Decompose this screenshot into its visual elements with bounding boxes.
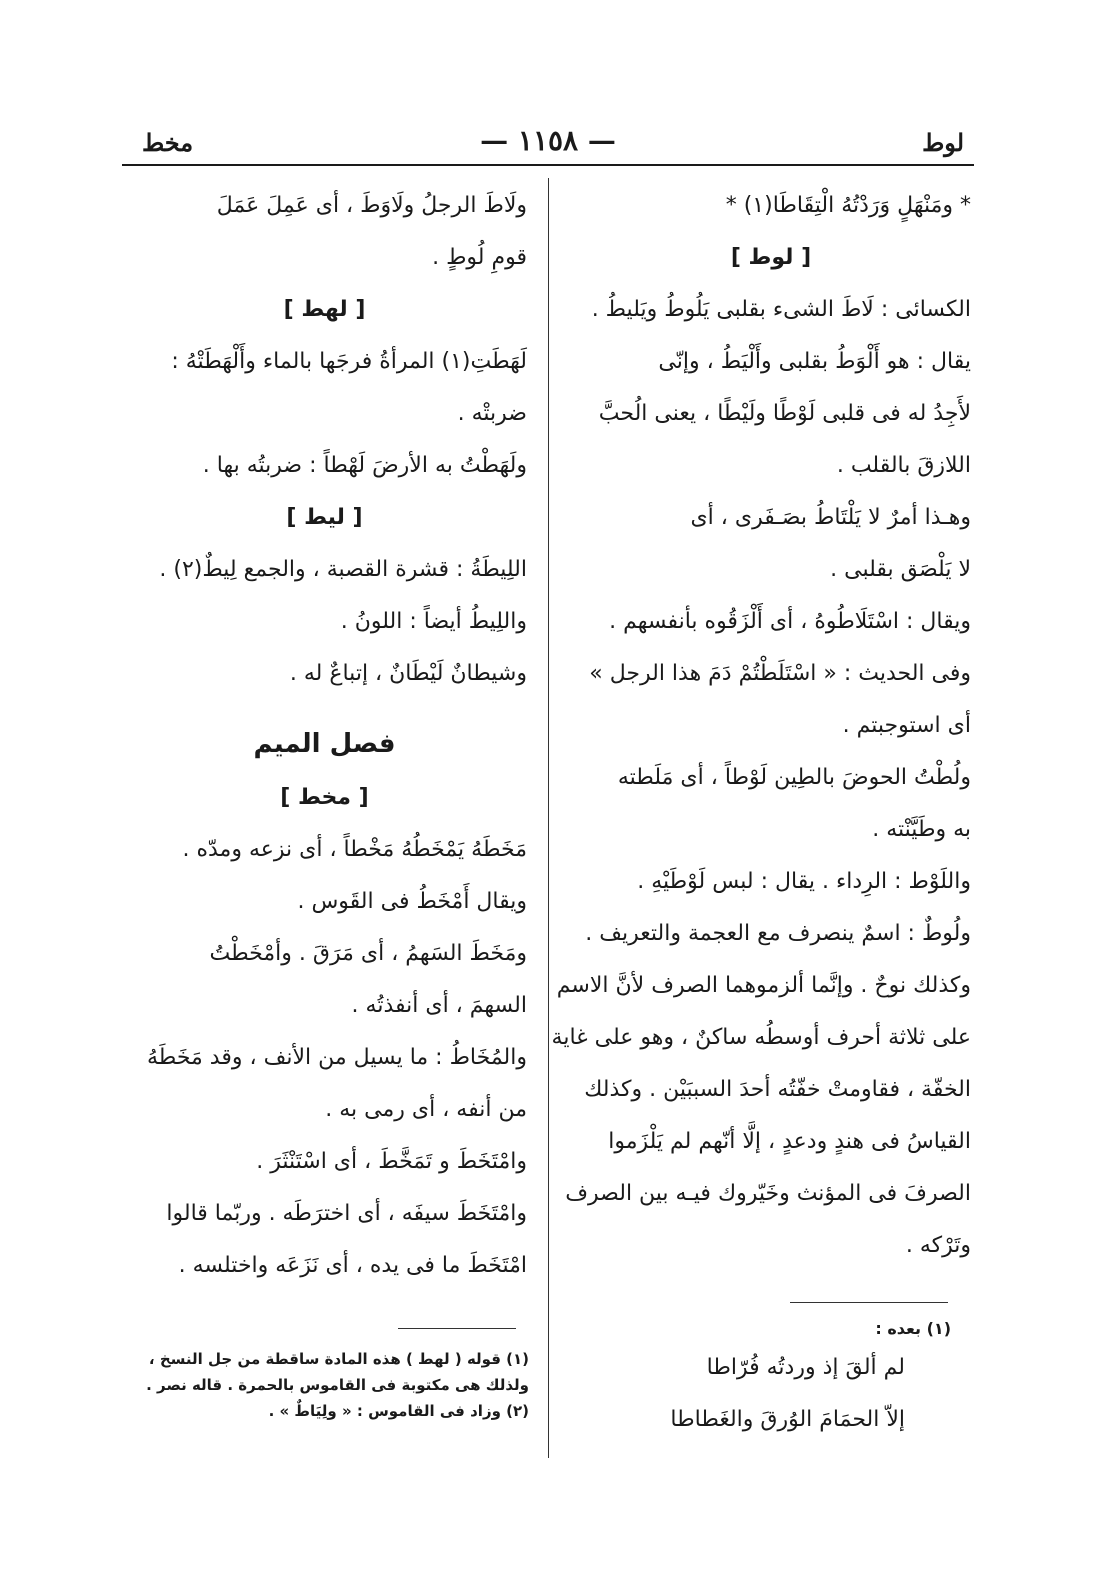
- text-line: الكسائى : لَاطَ الشىء بقلبى يَلُوطُ ويَليطُ .: [591, 297, 971, 322]
- text-line: اللِيطَةُ : قشرة القصبة ، والجمع لِيطٌ(٢) .: [159, 557, 527, 582]
- text-line: ضربتْه .: [457, 401, 527, 426]
- footnote-rule-left: [398, 1328, 516, 1329]
- entry-heading-lwt: [ لوط ]: [730, 245, 812, 270]
- text-line: واللَوْط : الرِداء . يقال : لبس لَوْطَيْهِ .: [637, 869, 971, 894]
- text-line: أى استوجبتم .: [842, 713, 971, 738]
- text-line: السهمَ ، أى أنفذتُه .: [351, 993, 527, 1018]
- left-column: [122, 180, 527, 1292]
- text-line: اللازقَ بالقلب .: [836, 453, 971, 478]
- running-head-right-word: لوط: [922, 128, 964, 157]
- text-line: ولُوطٌ : اسمٌ ينصرف مع العجمة والتعريف .: [585, 921, 971, 946]
- section-title: فصل الميم: [253, 729, 396, 759]
- footnote-line: (١) قوله ( لهط ) هذه المادة ساقطة من جل النسخ ،: [148, 1350, 529, 1368]
- text-line: ويقال أَمْخَطُ فى القَوس .: [297, 889, 527, 914]
- footnotes-left: [109, 1346, 529, 1424]
- entry-heading-lht: [ لهط ]: [283, 297, 366, 322]
- text-line: قومِ لُوطٍ .: [432, 245, 527, 270]
- text-line: والمُخَاطُ : ما يسيل من الأنف ، وقد مَخَطَهُ: [146, 1045, 527, 1070]
- text-line: ومَخَطَ السَهمُ ، أى مَرَقَ . وأمْخَطْتُ: [209, 941, 527, 966]
- page-number: — ١١٥٨ —: [480, 124, 616, 157]
- verse-line: إلاّ الحمَامَ الوُرقَ والغَطاطا: [670, 1407, 905, 1432]
- text-line: ولَاطَ الرجلُ ولَاوَطَ ، أى عَمِلَ عَمَلَ: [216, 193, 527, 218]
- text-line: وهـذا أمرٌ لا يَلْتَاطُ بصَـفَرى ، أى: [690, 505, 971, 530]
- verse-line: لم ألقَ إذ وردتُه فُرّاطا: [706, 1355, 905, 1380]
- text-line: يقال : هو أَلْوَطُ بقلبى وأَلْيَطُ ، وإنّى: [658, 349, 971, 374]
- text-line: على ثلاثة أحرف أوسطُه ساكنٌ ، وهو على غاية: [551, 1025, 971, 1050]
- text-line: لَهَطَتِ(١) المرأةُ فرجَها بالماء وأَلْهَطَتْهُ :: [171, 349, 527, 374]
- verse-line: * ومَنْهَلٍ وَرَدْتُهُ الْتِقَاطَا(١) *: [725, 193, 971, 218]
- text-line: ولُطْتُ الحوضَ بالطِين لَوْطاً ، أى مَلَطته: [617, 765, 971, 790]
- text-line: وفى الحديث : « اسْتَلَطْتُمْ دَمَ هذا الرجل »: [589, 661, 971, 686]
- text-line: وشيطانٌ لَيْطَانٌ ، إتباعٌ له .: [289, 661, 527, 686]
- column-divider: [548, 178, 549, 1458]
- running-head: [122, 122, 974, 162]
- text-line: الخفّة ، فقاومتْ خفّتُه أحدَ السببَيْن . وكذلك: [584, 1077, 971, 1102]
- entry-heading-mkht: [ مخط ]: [280, 785, 369, 810]
- text-line: لأَجِدُ له فى قلبى لَوْطًا ولَيْطًا ، يعنى الُحبَّ: [598, 401, 971, 426]
- footnote-rule-right: [790, 1302, 948, 1303]
- text-line: واللِيطُ أيضاً : اللونُ .: [340, 609, 527, 634]
- running-head-left-word: مخط: [142, 128, 194, 157]
- text-line: الصرفَ فى المؤنث وخَيّروك فيـه بين الصرف: [565, 1181, 971, 1206]
- footnote-right: [571, 1316, 951, 1446]
- footnote-label: (١) بعده :: [875, 1319, 951, 1338]
- text-line: امْتَخَطَ ما فى يده ، أى نَزَعَه واختلسه .: [178, 1253, 527, 1278]
- header-rule: [122, 164, 974, 166]
- text-line: ولَهَطْتُ به الأرضَ لَهْطاً : ضربتُه بها .: [202, 453, 527, 478]
- text-line: مَخَطَهُ يَمْخَطُهُ مَخْطاً ، أى نزعه ومدّه .: [182, 837, 527, 862]
- entry-heading-lyt: [ ليط ]: [286, 505, 363, 530]
- footnote-line: (٢) وزاد فى القاموس : « ولِيَاطٌ » .: [268, 1402, 529, 1420]
- footnote-line: ولذلك هى مكتوبة فى القاموس بالحمرة . قاله نصر .: [146, 1376, 529, 1394]
- text-line: من أنفه ، أى رمى به .: [325, 1097, 527, 1122]
- text-line: ويقال : اسْتَلَاطُوهُ ، أى أَلْزَقُوه بأنفسهم .: [609, 609, 971, 634]
- text-line: لا يَلْصَق بقلبى .: [830, 557, 971, 582]
- text-line: وتَرْكه .: [905, 1233, 971, 1258]
- text-line: وكذلك نوحٌ . وإنَّما ألزموهما الصرف لأنَّ الاسم: [556, 973, 971, 998]
- text-line: وامْتَخَطَ سيفَه ، أى اخترَطَه . وربّما قالوا: [166, 1201, 527, 1226]
- text-line: القياسُ فى هندٍ ودعدٍ ، إلَّا أنّهم لم يَلْزَموا: [608, 1129, 971, 1154]
- text-line: به وطَيَّنْته .: [872, 817, 971, 842]
- right-column: [551, 180, 971, 1272]
- text-line: وامْتَخَطَ و تَمَخَّطَ ، أى اسْتَنْثَرَ .: [256, 1149, 527, 1174]
